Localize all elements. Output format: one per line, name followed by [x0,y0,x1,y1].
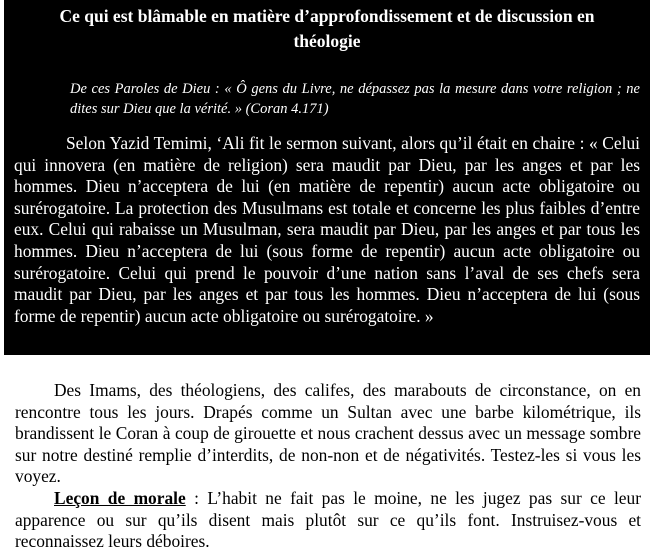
coran-quote: De ces Paroles de Dieu : « Ô gens du Livre, ne dépassez pas la mesure dans votre religion ; ne dites sur Dieu que la vérité. » (Coran 4.171) [70,81,640,117]
section-title: Ce qui est blâmable en matière d’approfondissement et de discussion en théologie [59,6,595,51]
lesson-label: Leçon de morale [54,487,186,508]
lesson-text: : L’habit ne fait pas le moine, ne les jugez pas sur ce leur apparence ou sur qu’ils disent mais plutôt sur ce qu’ils font. Instruisez-vous et reconnaissez leurs déboires. [15,487,641,552]
highlighted-excerpt-box [4,0,650,355]
commentary-section [15,380,641,553]
commentary-paragraph: Des Imams, des théologiens, des califes, des marabouts de circonstance, on en rencontre tous les jours. Drapés comme un Sultan avec une barbe kilométrique, ils brandissent le Coran à coup de girouette et nous crachent dessus avec un message sombre sur notre destiné remplie d’interdits, de non-non et de négativités. Testez-les si vous les voyez. [15,380,641,487]
sermon-paragraph: Selon Yazid Temimi, ‘Ali fit le sermon suivant, alors qu’il était en chaire : « Celui qui innovera (en matière de religion) sera maudit par Dieu, par les anges et par les hommes. Dieu n’acceptera de lui (en matière de repentir) aucun acte obligatoire ou surérogatoire. La protection des Musulmans est totale et concerne les plus faibles d’entre eux. Celui qui rabaisse un Musulman, sera maudit par Dieu, par les anges et par tous les hommes. Dieu n’acceptera de lui (sous forme de repentir) aucun acte obligatoire ou surérogatoire. Celui qui prend le pouvoir d’une nation sans l’aval de ses chefs sera maudit par Dieu, par les anges et par tous les hommes. Dieu n’acceptera de lui (sous forme de repentir) aucun acte obligatoire ou surérogatoire. » [14,133,640,326]
lesson-paragraph [15,488,641,553]
